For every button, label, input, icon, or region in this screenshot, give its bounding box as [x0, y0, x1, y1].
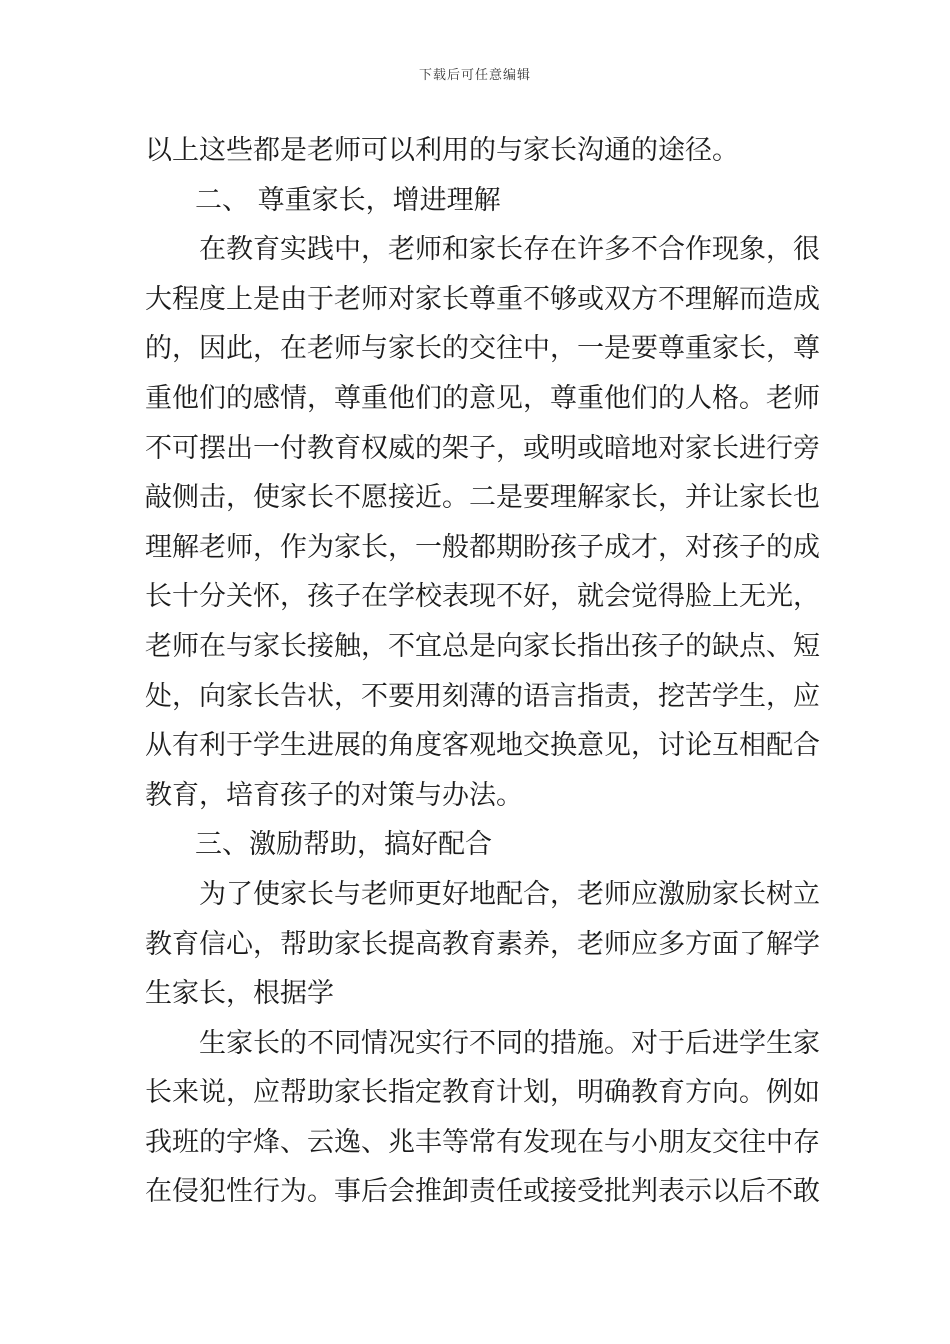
text-line: 不可摆出一付教育权威的架子，或明或暗地对家长进行旁: [145, 432, 820, 464]
text-line: 教育信心，帮助家长提高教育素养，老师应多方面了解学: [145, 928, 820, 960]
text-line: 处，向家长告状，不要用刻薄的语言指责，挖苦学生，应: [145, 680, 820, 712]
text-line: 从有利于学生进展的角度客观地交换意见，讨论互相配合: [145, 730, 820, 762]
text-line: 在侵犯性行为。事后会推卸责任或接受批判表示以后不敢: [145, 1176, 820, 1208]
text-line: 以上这些都是老师可以利用的与家长沟通的途径。: [145, 135, 739, 166]
text-line: 我班的宇烽、云逸、兆丰等常有发现在与小朋友交往中存: [145, 1126, 820, 1158]
text-line: 大程度上是由于老师对家长尊重不够或双方不理解而造成: [145, 283, 820, 315]
text-line: 理解老师，作为家长，一般都期盼孩子成才，对孩子的成: [145, 531, 820, 563]
text-line: 教育，培育孩子的对策与办法。: [145, 779, 523, 811]
page-header: 下载后可任意编辑: [418, 68, 531, 83]
text-line: 为了使家长与老师更好地配合，老师应激励家长树立: [199, 878, 820, 910]
text-line: 重他们的感情，尊重他们的意见，尊重他们的人格。老师: [145, 382, 820, 414]
text-line: 生家长的不同情况实行不同的措施。对于后进学生家: [199, 1027, 820, 1059]
text-line: 长十分关怀，孩子在学校表现不好，就会觉得脸上无光，: [145, 581, 820, 613]
text-line: 长来说，应帮助家长指定教育计划，明确教育方向。例如: [145, 1077, 820, 1109]
section-heading: 三、激励帮助，搞好配合: [195, 829, 492, 861]
text-line: 在教育实践中，老师和家长存在许多不合作现象，很: [199, 234, 820, 266]
section-heading: 二、 尊重家长，增进理解: [195, 184, 501, 216]
text-line: 生家长，根据学: [145, 978, 334, 1010]
text-line: 老师在与家长接触，不宜总是向家长指出孩子的缺点、短: [145, 630, 820, 662]
text-line: 的，因此，在老师与家长的交往中，一是要尊重家长，尊: [145, 333, 820, 365]
document-body: [145, 126, 820, 1217]
text-line: 敲侧击，使家长不愿接近。二是要理解家长，并让家长也: [145, 482, 820, 514]
